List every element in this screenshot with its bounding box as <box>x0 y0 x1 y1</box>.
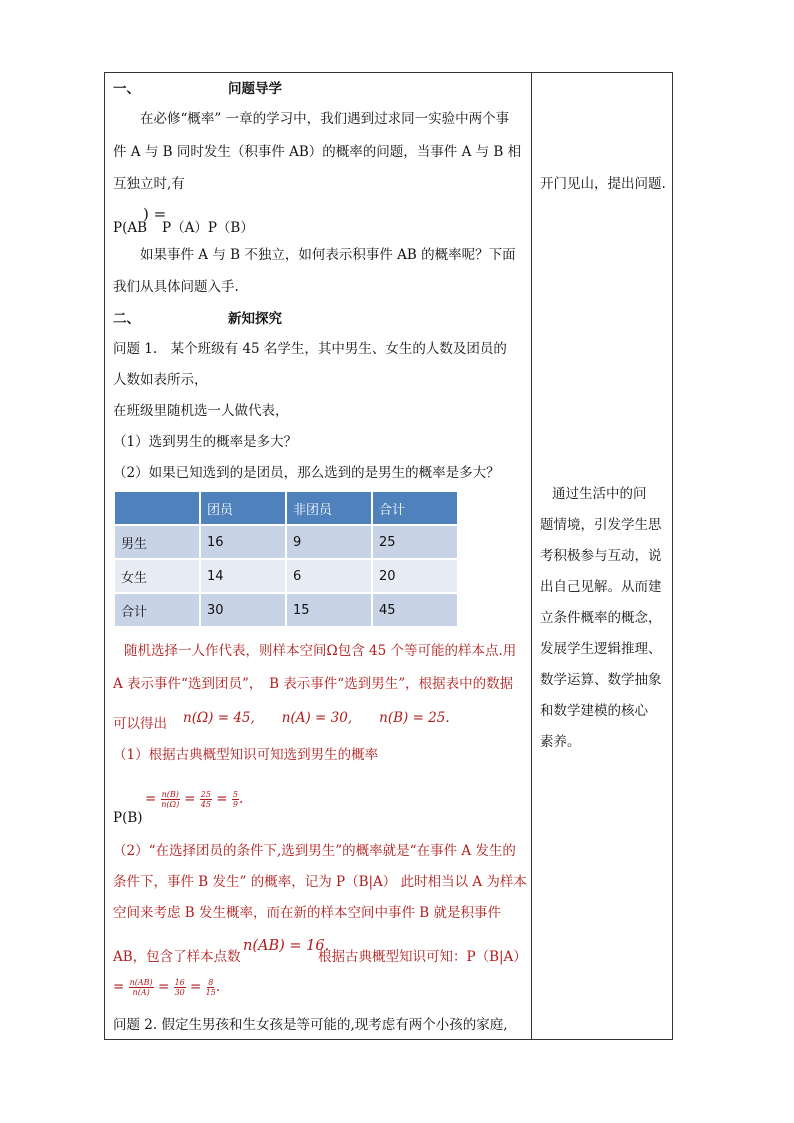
pb-value-frac <box>200 790 212 809</box>
problem1-question2: （2）如果已知选到的是团员，那么选到的是男生的概率是多大？ <box>113 465 500 481</box>
table-cell: 合计 <box>115 594 199 626</box>
pba-formula-frac <box>129 978 154 997</box>
solution-line2: A 表示事件“选到团员”， B 表示事件“选到男生”，根据表中的数据 <box>113 676 514 692</box>
frac-numerator: 8 <box>208 978 214 987</box>
frac-denominator: 30 <box>174 988 185 997</box>
frac-numerator: 5 <box>232 790 238 799</box>
table-header-cell <box>115 492 199 524</box>
pba-simplified-frac <box>206 978 216 997</box>
frac-denominator: 9 <box>232 800 238 809</box>
equals-sign: = <box>113 979 125 995</box>
intro-line3: 互独立时,有 <box>113 176 185 192</box>
pba-fraction: = $\frac{n(AB)}{n(A)}$ = $\frac{16}{30}$ = $\frac{8}{15}$ . <box>113 978 221 997</box>
formula-right: P（A）P（B） <box>162 220 254 236</box>
table-row <box>115 526 457 558</box>
side-note-line: 立条件概率的概念， <box>540 610 662 626</box>
section1-number: 一、 <box>113 81 140 97</box>
section2-number: 二、 <box>113 311 140 327</box>
solution-line1: 随机选择一人作代表，则样本空间Ω包含 45 个等可能的样本点.用 <box>124 643 517 659</box>
pb-fraction: = $\frac{n(B)}{n(\Omega)}$ = $\frac{25}{45}$ = $\frac{5}{9}$ . <box>145 790 244 809</box>
table-header-row <box>115 492 457 524</box>
problem1-question1: （1）选到男生的概率是多大？ <box>113 434 298 450</box>
table-row <box>115 560 457 592</box>
side-note-line: 数学运算、数学抽象 <box>540 672 662 688</box>
answer2-line4a: AB，包含了样本点数 <box>113 949 241 965</box>
formula-left: P(AB <box>113 220 148 236</box>
side-note-line: 素养。 <box>540 734 581 750</box>
answer2-line4b: 根据古典概型知识可知：P（B|A） <box>318 949 527 965</box>
table-cell: 男生 <box>115 526 199 558</box>
answer1-text: （1）根据古典概型知识可知选到男生的概率 <box>113 747 379 763</box>
problem1-line2: 人数如表所示， <box>113 372 208 388</box>
problem1-line3: 在班级里随机选一人做代表， <box>113 403 289 419</box>
section1-title: 问题导学 <box>228 81 282 97</box>
table-row <box>115 594 457 626</box>
nab-equation: n(AB) = 16. <box>243 938 330 954</box>
frac-numerator: 16 <box>174 978 185 987</box>
intro-line4: 如果事件 A 与 B 不独立，如何表示积事件 AB 的概率呢？下面 <box>140 247 516 263</box>
side-note-line: 发展学生逻辑推理、 <box>540 641 662 657</box>
frac-denominator: n(Ω) <box>161 800 180 809</box>
side-note-line: 通过生活中的问 <box>552 486 647 502</box>
table-cell: 16 <box>201 526 285 558</box>
side-note-line: 出自己见解。从而建 <box>540 579 662 595</box>
side-note-line: 和数学建模的核心 <box>540 703 648 719</box>
formula-paren: ) = <box>143 205 167 223</box>
intro-line2: 件 A 与 B 同时发生（积事件 AB）的概率的问题，当事件 A 与 B 相 <box>113 144 522 160</box>
table-cell: 15 <box>287 594 371 626</box>
table-cell: 45 <box>373 594 457 626</box>
sample-counts-equation: n(Ω) = 45, n(A) = 30, n(B) = 25. <box>183 710 450 726</box>
student-stats-table <box>113 490 459 628</box>
frac-denominator: n(A) <box>132 988 150 997</box>
side-note-line: 考积极参与互动，说 <box>540 548 662 564</box>
table-header-cell: 非团员 <box>287 492 371 524</box>
frac-numerator: n(AB) <box>129 978 153 987</box>
intro-line1: 在必修“概率” 一章的学习中，我们遇到过求同一实验中两个事 <box>140 111 510 127</box>
frac-numerator: 25 <box>200 790 211 799</box>
frac-denominator: 45 <box>200 800 211 809</box>
answer2-line1: （2）“在选择团员的条件下,选到男生”的概率就是“在事件 A 发生的 <box>113 843 516 859</box>
answer2-line3: 空间来考虑 B 发生概率，而在新的样本空间中事件 B 就是积事件 <box>113 905 502 921</box>
table-cell: 20 <box>373 560 457 592</box>
problem1-line1: 问题 1. 某个班级有 45 名学生，其中男生、女生的人数及团员的 <box>113 341 507 357</box>
table-cell: 6 <box>287 560 371 592</box>
table-cell: 25 <box>373 526 457 558</box>
side-note-line: 题情境，引发学生思 <box>540 517 662 533</box>
answer2-line2: 条件下，事件 B 发生” 的概率，记为 P（B|A） 此时相当以 A 为样本 <box>113 874 527 890</box>
side-note-intro: 开门见山，提出问题. <box>540 176 666 192</box>
table-header-cell: 合计 <box>373 492 457 524</box>
pb-label: P(B) <box>113 810 143 826</box>
pba-value-frac <box>174 978 186 997</box>
table-cell: 女生 <box>115 560 199 592</box>
table-cell: 30 <box>201 594 285 626</box>
table-header-cell: 团员 <box>201 492 285 524</box>
problem2-text: 问题 2. 假定生男孩和生女孩是等可能的,现考虑有两个小孩的家庭, <box>113 1017 508 1033</box>
equals-sign: = <box>145 791 157 807</box>
column-divider <box>531 72 532 1040</box>
section2-title: 新知探究 <box>228 311 282 327</box>
table-cell: 9 <box>287 526 371 558</box>
frac-numerator: n(B) <box>161 790 179 799</box>
frac-denominator: 15 <box>205 988 216 997</box>
pb-formula-frac <box>161 790 180 809</box>
table-cell: 14 <box>201 560 285 592</box>
solution-line3: 可以得出 <box>113 716 167 732</box>
intro-line5: 我们从具体问题入手. <box>113 279 239 295</box>
pb-simplified-frac <box>232 790 239 809</box>
